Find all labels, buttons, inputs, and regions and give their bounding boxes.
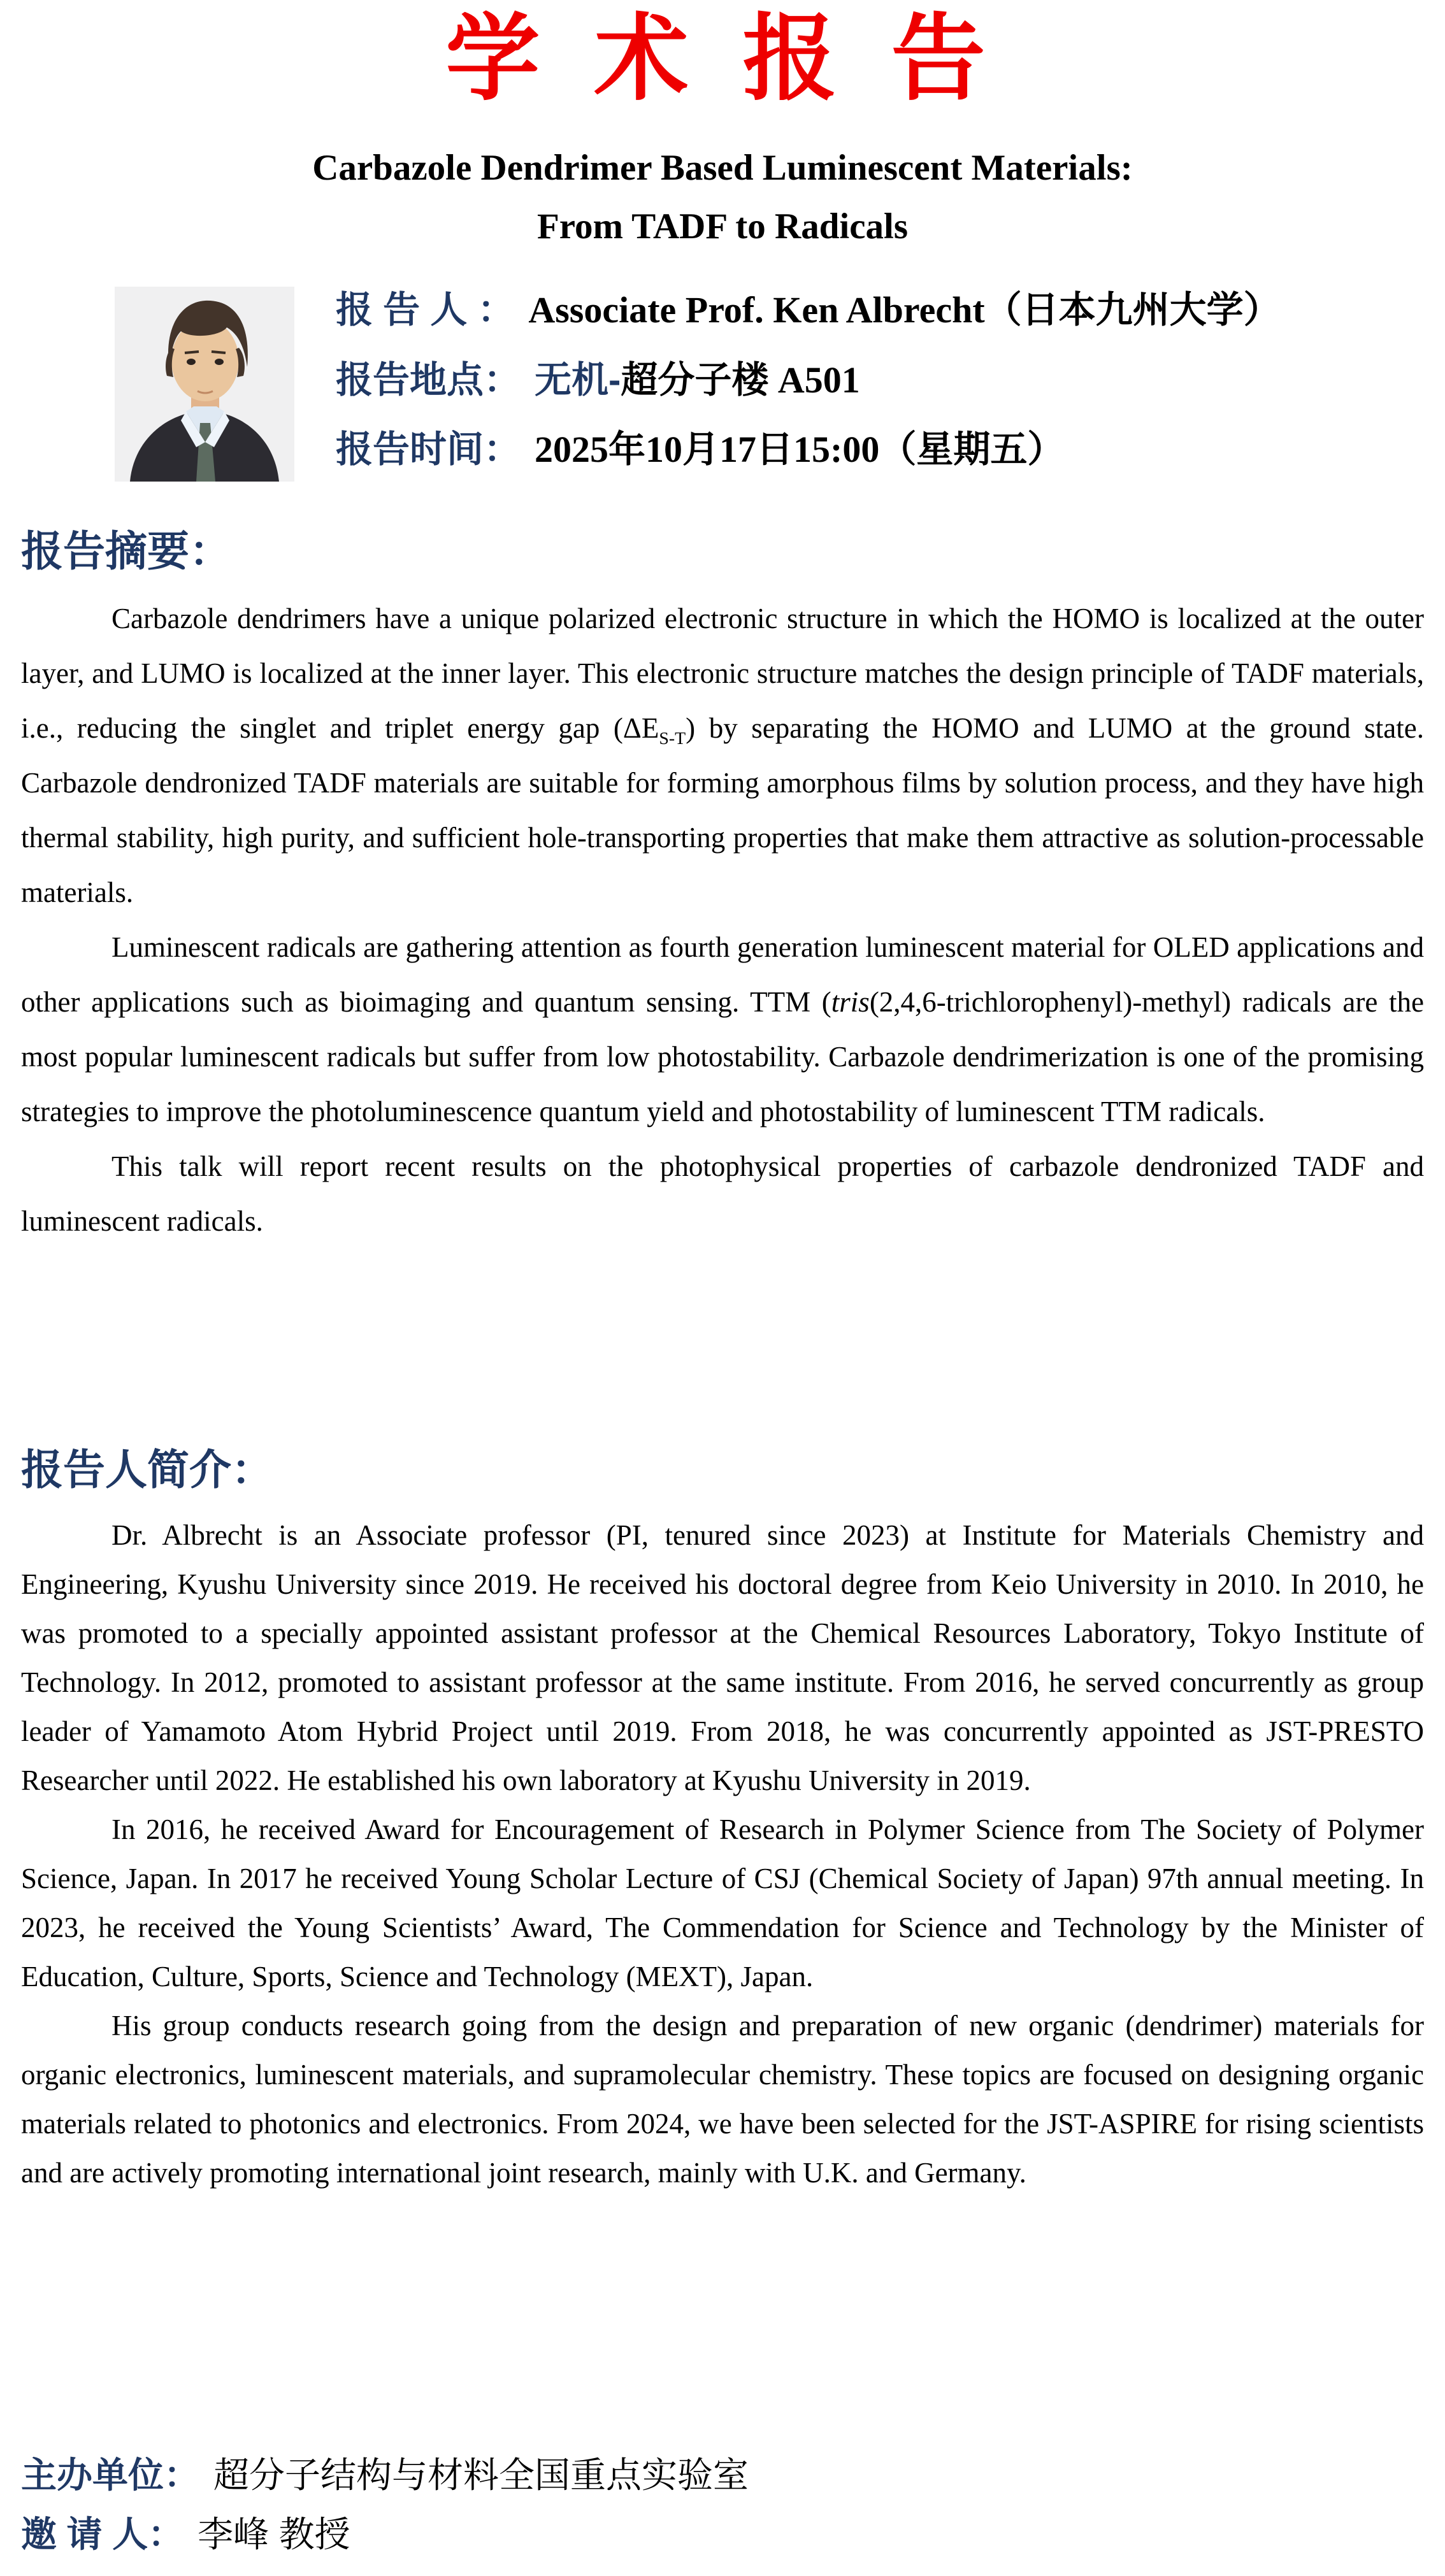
host-row [21, 2454, 749, 2496]
speaker-info [336, 288, 1281, 472]
venue-label: 报告地点： [336, 359, 521, 401]
bio-paragraph-1: Dr. Albrecht is an Associate professor (PI, tenured since 2023) at Institute for Materials Chemistry and Engineering, Kyushu University since 2019. He received his doctoral degree from Keio University in 2010. In 2010, he was promoted to a specially appointed assistant professor at the Chemical Resources Laboratory, Tokyo Institute of Technology. In 2012, promoted to assistant professor at the same institute. From 2016, he served concurrently as group leader of Yamamoto Atom Hybrid Project until 2019. From 2018, he was concurrently appointed as JST-PRESTO Researcher until 2022. He established his own laboratory at Kyushu University in 2019. [21, 1519, 1424, 1796]
footer [21, 2454, 749, 2556]
time-row [336, 427, 1281, 472]
speaker-value: Associate Prof. Ken Albrecht（日本九州大学） [528, 289, 1281, 331]
venue-row [336, 358, 1281, 403]
time-label: 报告时间： [336, 429, 521, 471]
venue-value-navy: 无机- [535, 359, 621, 401]
abstract-paragraph-1: Carbazole dendrimers have a unique polarized electronic structure in which the HOMO is localized at the outer layer, and LUMO is localized at the inner layer. This electronic structure matches the design principle of TADF materials, i.e., reducing the singlet and triplet energy gap $(\Delta E_{S-T})$ by separating the HOMO and LUMO at the ground state. Carbazole dendronized TADF materials are suitable for forming amorphous films by solution process, and they have high thermal stability, high purity, and sufficient hole-transporting properties that make them attractive as solution-processable materials. [21, 603, 1424, 908]
bio-body [21, 1511, 1424, 2198]
speaker-portrait-illustration [115, 287, 294, 482]
speaker-photo [115, 287, 294, 482]
host-label: 主办单位： [21, 2455, 199, 2495]
inviter-value: 李峰 教授 [198, 2514, 350, 2555]
talk-title-line2: From TADF to Radicals [536, 206, 909, 247]
bio-paragraph-3: His group conducts research going from the design and preparation of new organic (dendrimer) materials for organic electronics, luminescent materials, and supramolecular chemistry. These topics are focused on designing organic materials related to photonics and electronics. From 2024, we have been selected for the JST-ASPIRE for rising scientists and are actively promoting international joint research, mainly with U.K. and Germany. [21, 2010, 1424, 2189]
abstract-body [21, 591, 1424, 1249]
abstract-heading: 报告摘要： [21, 527, 231, 575]
talk-title-line1: Carbazole Dendrimer Based Luminescent Materials: [312, 148, 1133, 188]
speaker-row [336, 288, 1281, 333]
time-value: 2025年10月17日15:00（星期五） [535, 429, 1065, 471]
bio-paragraph-2: In 2016, he received Award for Encouragement of Research in Polymer Science from The Society of Polymer Science, Japan. In 2017 he received Young Scholar Lecture of CSJ (Chemical Society of Japan) 97th annual meeting. In 2023, he received the Young Scientists’ Award, The Commendation for Science and Technology by the Minister of Education, Culture, Sports, Science and Technology (MEXT), Japan. [21, 1814, 1424, 1993]
bio-heading: 报告人简介： [21, 1446, 273, 1493]
inviter-row [21, 2513, 749, 2556]
poster-title: 学 术 报 告 [445, 6, 1000, 111]
host-value: 超分子结构与材料全国重点实验室 [213, 2455, 749, 2495]
abstract-paragraph-3: This talk will report recent results on the photophysical properties of carbazole dendronized TADF and luminescent radicals. [21, 1150, 1424, 1237]
talk-title [0, 139, 1445, 256]
speaker-label: 报 告 人 ： [336, 289, 515, 331]
inviter-label: 邀 请 人： [21, 2514, 184, 2555]
venue-value: 超分子楼 A501 [621, 359, 860, 401]
abstract-paragraph-2: Luminescent radicals are gathering attention as fourth generation luminescent material for OLED applications and other applications such as bioimaging and quantum sensing. TTM (tris(2,4,6-trichlorophenyl)-methyl) radicals are the most popular luminescent radicals but suffer from low photostability. Carbazole dendrimerization is one of the promising strategies to improve the photoluminescence quantum yield and photostability of luminescent TTM radicals. [21, 931, 1424, 1127]
